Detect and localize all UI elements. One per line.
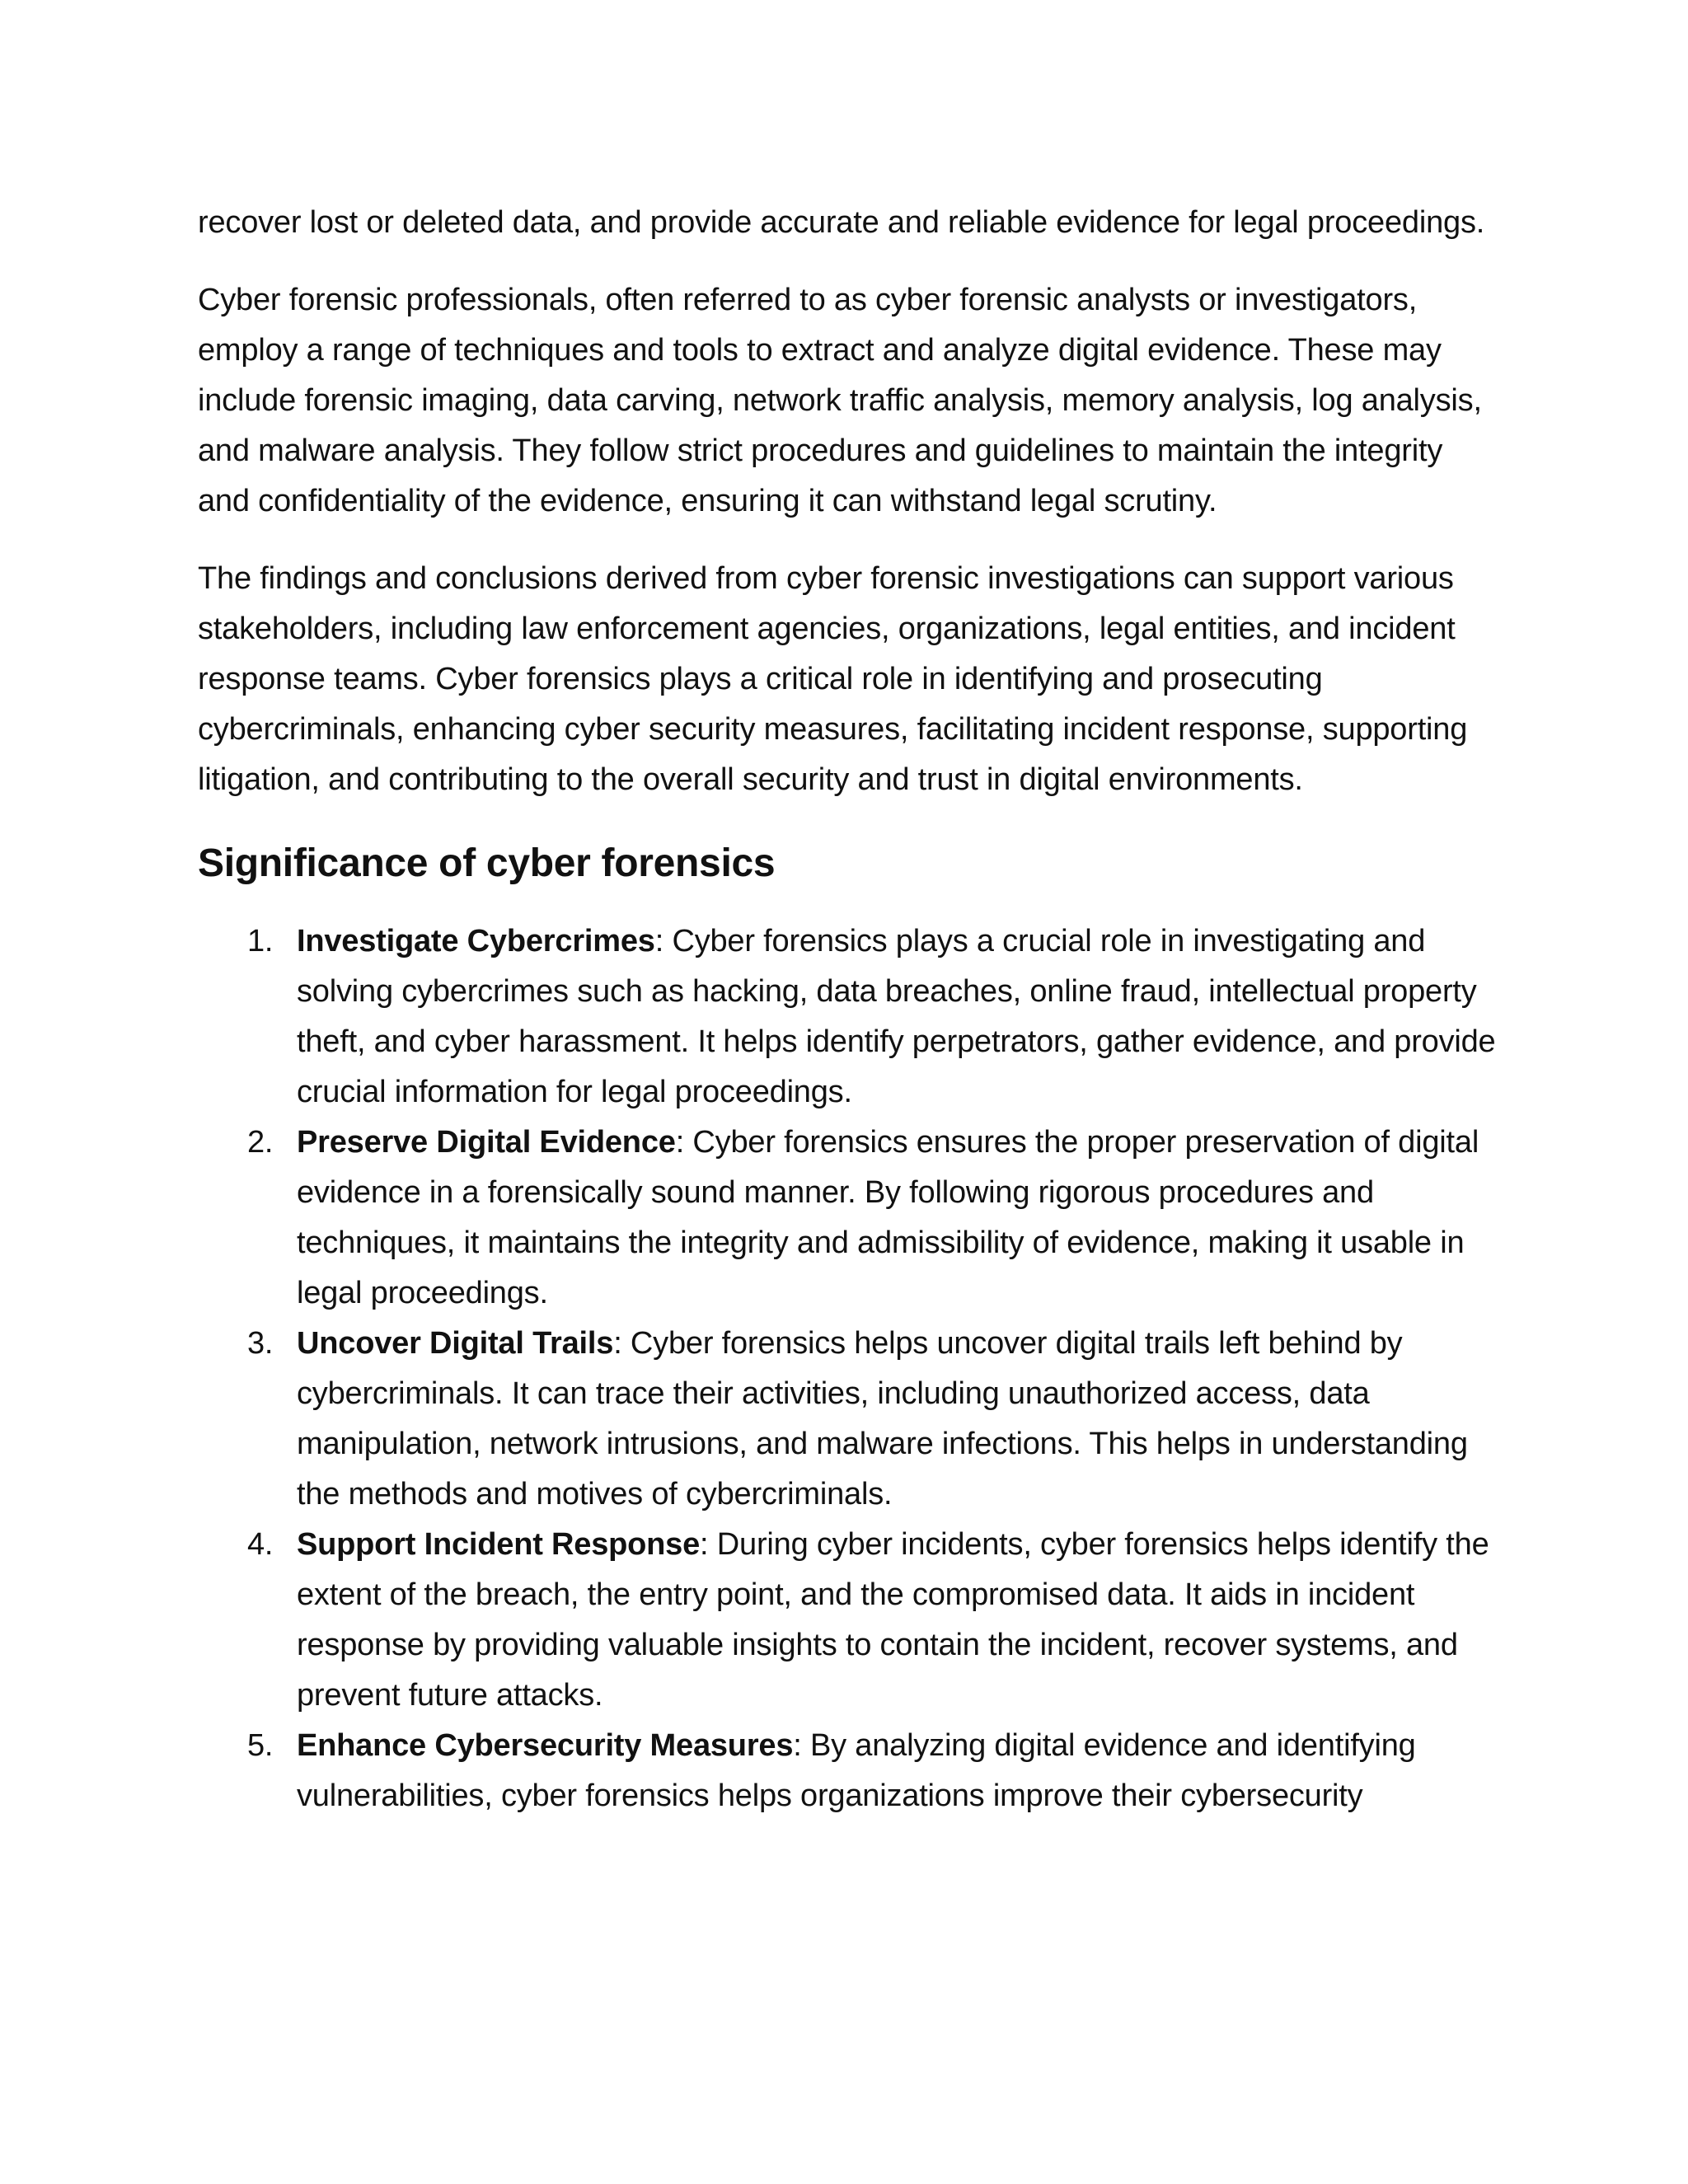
list-number: 1. <box>247 924 274 958</box>
item-text: : Cyber forensics ensures the proper preservation of digital evidence in a forensically sound manner. By following rigorous procedures and techniques, it maintains the integrity and admissibility of evidence, making it usable in legal proceedings. <box>297 1125 1479 1310</box>
item-title: Investigate Cybercrimes <box>297 924 655 958</box>
paragraph-continuation: recover lost or deleted data, and provide accurate and reliable evidence for legal proceedings. <box>198 205 1485 240</box>
significance-list <box>198 916 1500 1821</box>
list-item <box>198 916 1500 1118</box>
list-number: 5. <box>247 1728 274 1763</box>
paragraph-findings: The findings and conclusions derived from cyber forensic investigations can support various stakeholders, including law enforcement agencies, organizations, legal entities, and incident response teams. Cyber forensics plays a critical role in identifying and prosecuting cybercriminals, enhancing cyber security measures, facilitating incident response, supporting litigation, and contributing to the overall security and trust in digital environments. <box>198 561 1468 797</box>
item-title: Enhance Cybersecurity Measures <box>297 1728 794 1763</box>
paragraph-professionals: Cyber forensic professionals, often referred to as cyber forensic analysts or investigators, employ a range of techniques and tools to extract and analyze digital evidence. These may include forensic imaging, data carving, network traffic analysis, memory analysis, log analysis, and malware analysis. They follow strict procedures and guidelines to maintain the integrity and confidentiality of the evidence, ensuring it can withstand legal scrutiny. <box>198 283 1482 518</box>
item-title: Uncover Digital Trails <box>297 1326 614 1361</box>
list-item <box>198 1520 1500 1721</box>
item-title: Support Incident Response <box>297 1527 701 1562</box>
list-item <box>198 1319 1500 1520</box>
item-text: : Cyber forensics plays a crucial role in investigating and solving cybercrimes such as hacking, data breaches, online fraud, intellectual property theft, and cyber harassment. It helps identify perpetrators, gather evidence, and provide crucial information for legal proceedings. <box>297 924 1496 1109</box>
item-text: : During cyber incidents, cyber forensics helps identify the extent of the breach, the entry point, and the compromised data. It aids in incident response by providing valuable insights to contain the incident, recover systems, and prevent future attacks. <box>297 1527 1489 1713</box>
item-text: : Cyber forensics helps uncover digital trails left behind by cybercriminals. It can trace their activities, including unauthorized access, data manipulation, network intrusions, and malware infections. This helps in understanding the methods and motives of cybercriminals. <box>297 1326 1468 1511</box>
item-title: Preserve Digital Evidence <box>297 1125 676 1160</box>
list-number: 2. <box>247 1125 274 1160</box>
section-heading: Significance of cyber forensics <box>198 841 776 885</box>
list-item <box>198 1118 1500 1319</box>
item-text: : By analyzing digital evidence and identifying vulnerabilities, cyber forensics helps organizations improve their cybersecurity <box>297 1728 1416 1813</box>
list-number: 4. <box>247 1527 274 1562</box>
document-content <box>198 198 1500 1821</box>
list-item <box>198 1721 1500 1821</box>
list-number: 3. <box>247 1326 274 1361</box>
